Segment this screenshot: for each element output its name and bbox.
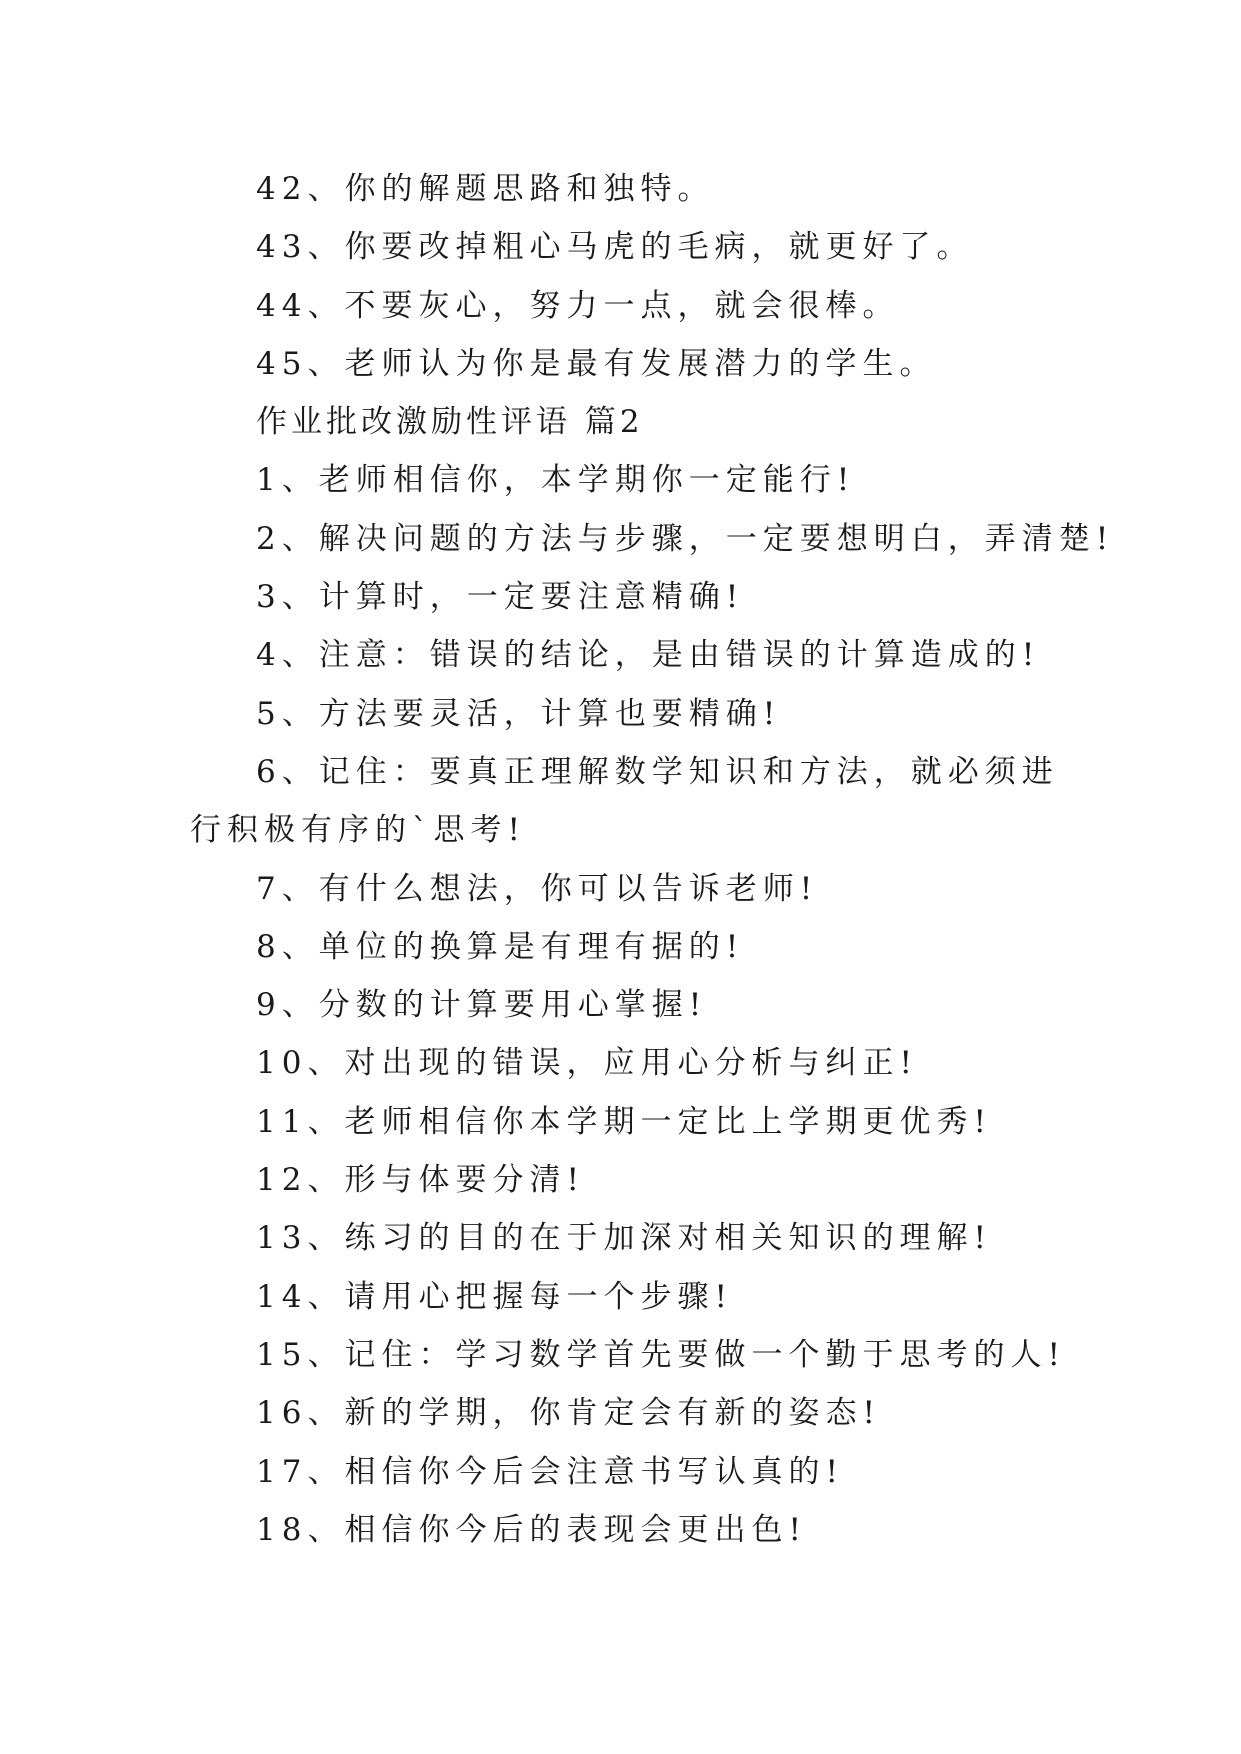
comment-line-7: 7、有什么想法，你可以告诉老师! <box>256 870 819 907</box>
comment-line-4: 4、注意：错误的结论，是由错误的计算造成的! <box>256 637 1041 674</box>
comment-line-9: 9、分数的计算要用心掌握! <box>256 987 708 1024</box>
comment-line-43: 43、你要改掉粗心马虎的毛病，就更好了。 <box>256 229 974 266</box>
comment-line-8: 8、单位的换算是有理有据的! <box>256 928 745 965</box>
comment-line-16: 16、新的学期，你肯定会有新的姿态! <box>256 1395 881 1432</box>
comment-line-6: 6、记住：要真正理解数学知识和方法，就必须进行积极有序的`思考! <box>190 753 1059 849</box>
comment-line-13: 13、练习的目的在于加深对相关知识的理解! <box>256 1220 992 1257</box>
comment-line-17: 17、相信你今后会注意书写认真的! <box>256 1453 844 1490</box>
document-body <box>190 160 1115 1559</box>
comment-line-5: 5、方法要灵活，计算也要精确! <box>256 695 782 732</box>
comment-line-14: 14、请用心把握每一个步骤! <box>256 1278 733 1315</box>
comment-line-11: 11、老师相信你本学期一定比上学期更优秀! <box>256 1103 992 1140</box>
comment-line-12: 12、形与体要分清! <box>256 1162 585 1199</box>
comment-line-15: 15、记住：学习数学首先要做一个勤于思考的人! <box>256 1336 1066 1373</box>
comment-line-1: 1、老师相信你，本学期你一定能行! <box>256 462 856 499</box>
comment-line-44: 44、不要灰心，努力一点，就会很棒。 <box>256 287 900 324</box>
comment-line-18: 18、相信你今后的表现会更出色! <box>256 1511 807 1548</box>
comment-line-3: 3、计算时，一定要注意精确! <box>256 579 745 616</box>
comment-line-10: 10、对出现的错误，应用心分析与纠正! <box>256 1045 918 1082</box>
section-heading: 作业批改激励性评语 篇2 <box>256 404 644 441</box>
comment-line-2: 2、解决问题的方法与步骤，一定要想明白，弄清楚! <box>256 520 1115 557</box>
comment-line-45: 45、老师认为你是最有发展潜力的学生。 <box>256 345 937 382</box>
comment-line-42: 42、你的解题思路和独特。 <box>256 171 715 207</box>
